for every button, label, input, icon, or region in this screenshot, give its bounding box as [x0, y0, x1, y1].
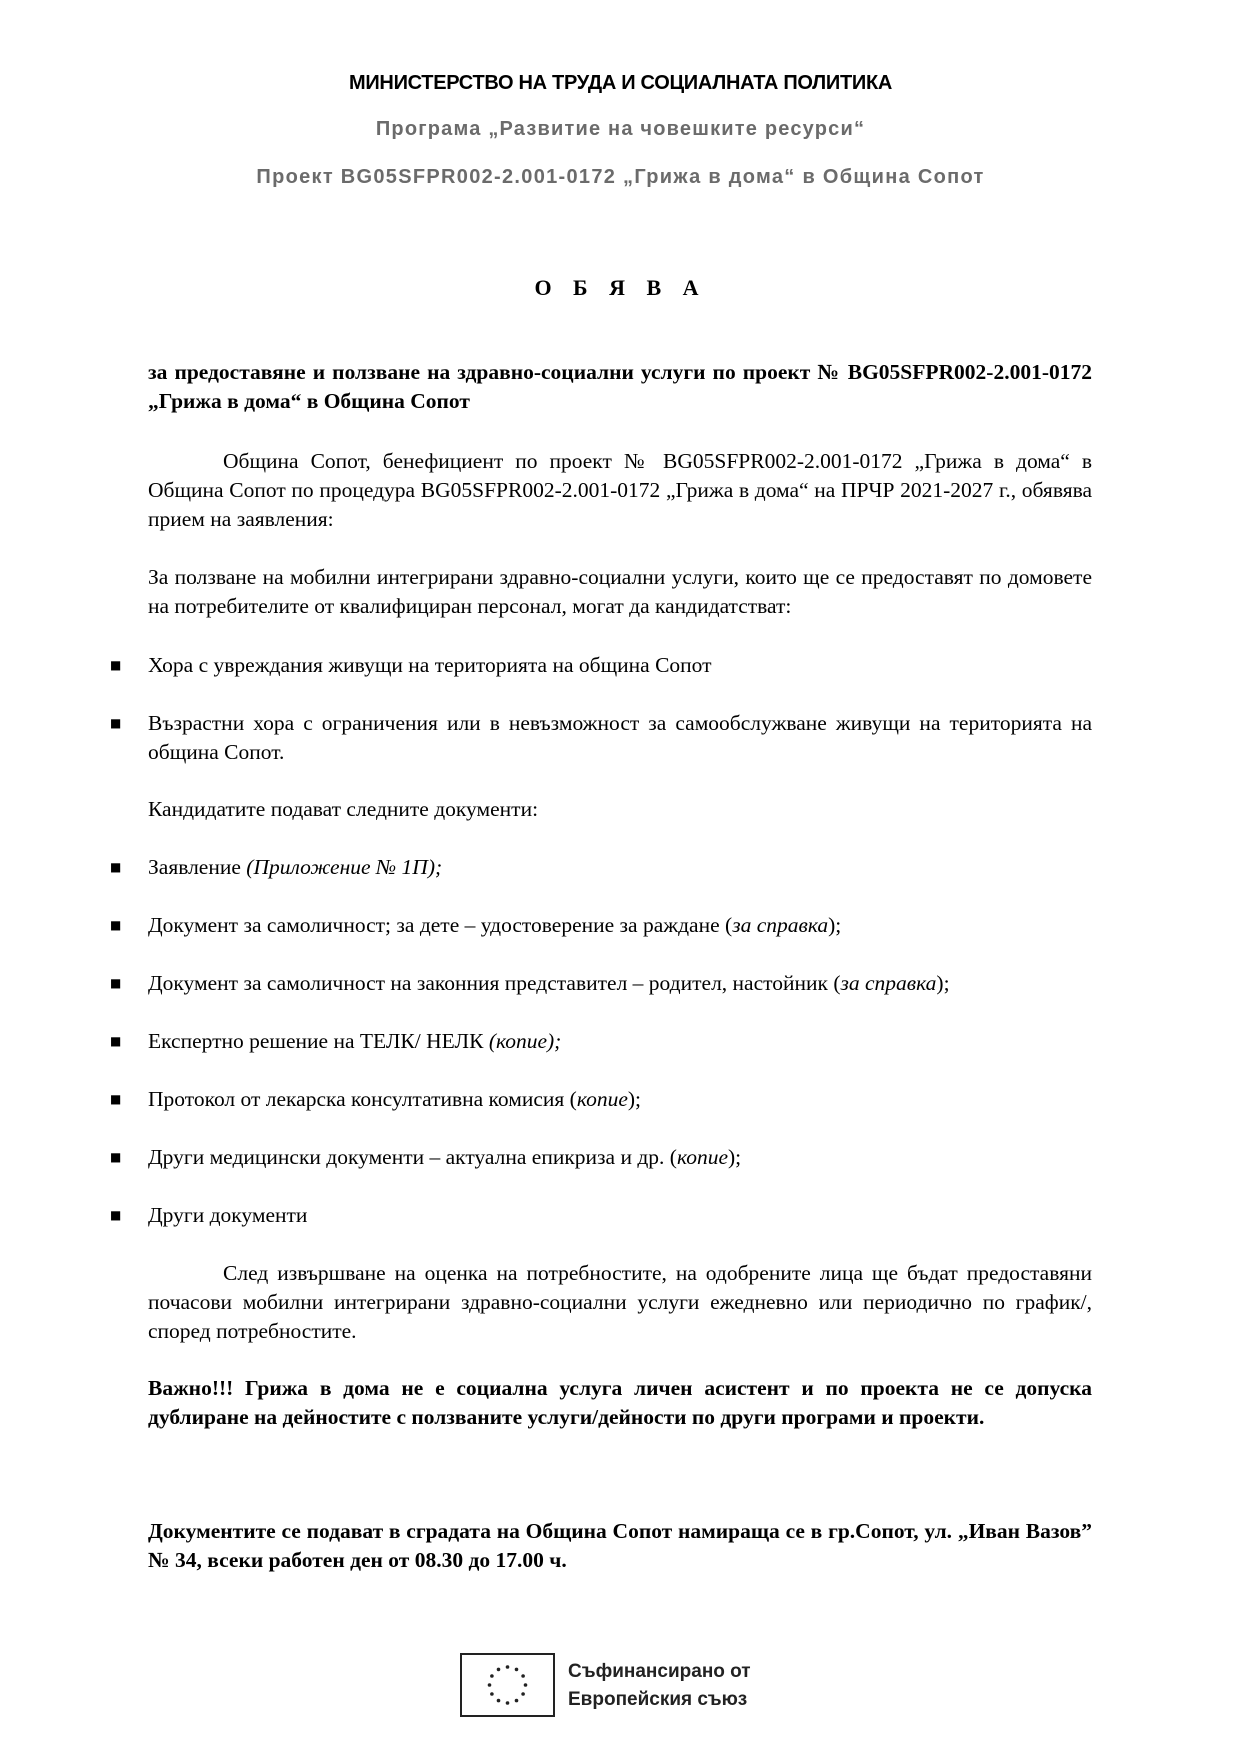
program-heading: Програма „Развитие на човешките ресурси“ [375, 118, 866, 140]
document-item: Заявление (Приложение № 1П); [148, 855, 443, 879]
document-subtitle: за предоставяне и ползване на здравно-социални услуги по проект № BG05SFPR002-2.001-0172 „Грижа в дома“ в Община Сопот [148, 360, 1092, 413]
document-item: Документ за самоличност на законния представител – родител, настойник (за справка); [148, 971, 950, 995]
bullet-icon: ■ [110, 1150, 122, 1164]
document-item: Експертно решение на ТЕЛК/ НЕЛК (копие); [148, 1029, 562, 1053]
document-item: Документ за самоличност; за дете – удостоверение за раждане (за справка); [148, 913, 842, 937]
document-item: Други медицински документи – актуална епикриза и др. (копие); [148, 1145, 742, 1169]
important-notice: Важно!!! Грижа в дома не е социална услуга личен асистент и по проекта не се допуска дублиране на дейностите с ползваните услуги/дейности по други програми и проекти. [148, 1376, 1092, 1429]
eu-stars-icon [462, 1655, 553, 1715]
assessment-paragraph: След извършване на оценка на потребностите, на одобрените лица ще бъдат предоставяни почасови мобилни интегрирани здравно-социални услуги ежедневно или периодично по график/, според потребностите. [148, 1261, 1092, 1343]
bullet-icon: ■ [110, 1034, 122, 1048]
eligibility-intro: За ползване на мобилни интегрирани здравно-социални услуги, които ще се предоставят по домовете на потребителите от квалифициран персонал, могат да кандидатстват: [148, 565, 1092, 618]
project-heading: Проект BG05SFPR002-2.001-0172 „Грижа в дома“ в Община Сопот [256, 166, 985, 188]
bullet-icon: ■ [110, 716, 122, 730]
document-item: Други документи [148, 1203, 308, 1227]
ministry-heading: МИНИСТЕРСТВО НА ТРУДА И СОЦИАЛНАТА ПОЛИТИКА [349, 72, 892, 94]
cofunded-line1: Съфинансирано от [568, 1661, 751, 1682]
bullet-icon: ■ [110, 918, 122, 932]
bullet-icon: ■ [110, 860, 122, 874]
bullet-icon: ■ [110, 1092, 122, 1106]
eligible-item: Възрастни хора с ограничения или в невъзможност за самообслужване живущи на територията на община Сопот. [148, 711, 1092, 764]
submission-info: Документите се подават в сградата на Община Сопот намираща се в гр.Сопот, ул. „Иван Вазов” № 34, всеки работен ден от 08.30 до 17.00 ч. [148, 1519, 1092, 1572]
bullet-icon: ■ [110, 976, 122, 990]
eligible-item: Хора с увреждания живущи на територията на община Сопот [148, 653, 712, 677]
document-item: Протокол от лекарска консултативна комисия (копие); [148, 1087, 642, 1111]
document-title: О Б Я В А [534, 275, 707, 300]
bullet-icon: ■ [110, 658, 122, 672]
documents-intro: Кандидатите подават следните документи: [148, 797, 539, 821]
bullet-icon: ■ [110, 1208, 122, 1222]
intro-paragraph: Община Сопот, бенефициент по проект № BG05SFPR002-2.001-0172 „Грижа в дома“ в Община Сопот по процедура BG05SFPR002-2.001-0172 „Грижа в дома“ на ПРЧР 2021-2027 г., обявява прием на заявления: [148, 449, 1092, 531]
cofunded-label [568, 1658, 751, 1714]
eu-flag-icon [460, 1653, 555, 1717]
cofunded-line2: Европейския съюз [568, 1689, 748, 1710]
